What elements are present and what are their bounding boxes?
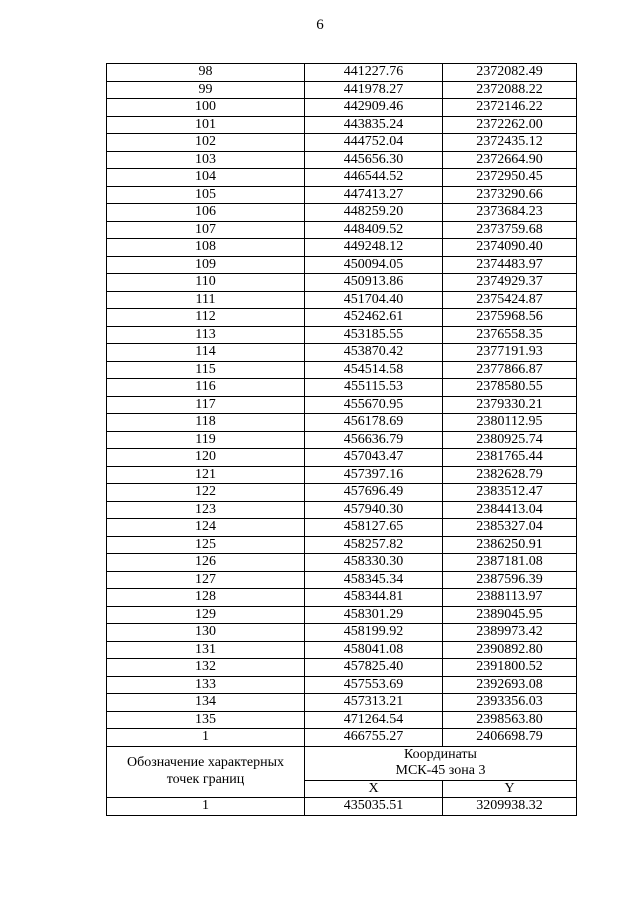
y-coordinate-cell: 2385327.04 (443, 519, 577, 537)
y-coordinate-cell: 2380925.74 (443, 431, 577, 449)
table-row (107, 396, 577, 414)
point-number-cell: 119 (107, 431, 305, 449)
y-coordinate-cell: 2374090.40 (443, 239, 577, 257)
x-coordinate-cell: 446544.52 (305, 169, 443, 187)
point-designation-header (107, 746, 305, 798)
point-number-cell: 122 (107, 484, 305, 502)
header-row (107, 746, 577, 780)
point-number-cell: 1 (107, 729, 305, 747)
point-number-cell: 98 (107, 64, 305, 82)
table-row (107, 624, 577, 642)
table-row (107, 449, 577, 467)
x-coordinate-cell: 448409.52 (305, 221, 443, 239)
x-column-header: X (305, 780, 443, 798)
table-row (107, 501, 577, 519)
point-number-cell: 118 (107, 414, 305, 432)
point-number-cell: 102 (107, 134, 305, 152)
x-coordinate-cell: 457553.69 (305, 676, 443, 694)
point-number-cell: 120 (107, 449, 305, 467)
table-row (107, 221, 577, 239)
table-row (107, 571, 577, 589)
y-coordinate-cell: 2388113.97 (443, 589, 577, 607)
point-number-cell: 134 (107, 694, 305, 712)
x-coordinate-cell: 453870.42 (305, 344, 443, 362)
y-coordinate-cell: 2374929.37 (443, 274, 577, 292)
x-coordinate-cell: 455670.95 (305, 396, 443, 414)
x-coordinate-cell: 458127.65 (305, 519, 443, 537)
x-coordinate-cell: 458041.08 (305, 641, 443, 659)
point-number-cell: 133 (107, 676, 305, 694)
x-coordinate-cell: 450913.86 (305, 274, 443, 292)
point-number-cell: 108 (107, 239, 305, 257)
x-coordinate-cell: 442909.46 (305, 99, 443, 117)
point-number-cell: 99 (107, 81, 305, 99)
table-row (107, 606, 577, 624)
point-number-cell: 127 (107, 571, 305, 589)
y-coordinate-cell: 2381765.44 (443, 449, 577, 467)
table-row (107, 536, 577, 554)
point-number-cell: 1 (107, 798, 305, 816)
x-coordinate-cell: 451704.40 (305, 291, 443, 309)
x-coordinate-cell: 457940.30 (305, 501, 443, 519)
x-coordinate-cell: 445656.30 (305, 151, 443, 169)
y-coordinate-cell: 2379330.21 (443, 396, 577, 414)
table-row (107, 361, 577, 379)
y-coordinate-cell: 2372664.90 (443, 151, 577, 169)
x-coordinate-cell: 458330.30 (305, 554, 443, 572)
point-number-cell: 115 (107, 361, 305, 379)
y-coordinate-cell: 2373759.68 (443, 221, 577, 239)
point-number-cell: 131 (107, 641, 305, 659)
x-coordinate-cell: 458345.34 (305, 571, 443, 589)
y-coordinate-cell: 2393356.03 (443, 694, 577, 712)
table-row (107, 239, 577, 257)
point-number-cell: 128 (107, 589, 305, 607)
page-number: 6 (316, 17, 324, 33)
y-coordinate-cell: 2382628.79 (443, 466, 577, 484)
point-number-cell: 101 (107, 116, 305, 134)
x-coordinate-cell: 457313.21 (305, 694, 443, 712)
x-coordinate-cell: 455115.53 (305, 379, 443, 397)
x-coordinate-cell: 435035.51 (305, 798, 443, 816)
x-coordinate-cell: 456178.69 (305, 414, 443, 432)
x-coordinate-cell: 457043.47 (305, 449, 443, 467)
table-row (107, 134, 577, 152)
coordinates-rows (107, 64, 577, 747)
x-coordinate-cell: 458199.92 (305, 624, 443, 642)
x-coordinate-cell: 447413.27 (305, 186, 443, 204)
point-number-cell: 132 (107, 659, 305, 677)
point-number-cell: 106 (107, 204, 305, 222)
y-coordinate-cell: 2398563.80 (443, 711, 577, 729)
table-row (107, 169, 577, 187)
y-coordinate-cell: 2372435.12 (443, 134, 577, 152)
table-row (107, 379, 577, 397)
y-coordinate-cell: 2392693.08 (443, 676, 577, 694)
point-number-cell: 117 (107, 396, 305, 414)
point-number-cell: 116 (107, 379, 305, 397)
point-designation-header-line2: точек границ (166, 771, 245, 787)
x-coordinate-cell: 457825.40 (305, 659, 443, 677)
table-row (107, 274, 577, 292)
table-row (107, 344, 577, 362)
coordinates-header-line1: Координаты (404, 746, 477, 762)
y-coordinate-cell: 2375968.56 (443, 309, 577, 327)
table-row (107, 484, 577, 502)
y-coordinate-cell: 2372146.22 (443, 99, 577, 117)
y-coordinate-cell: 2372088.22 (443, 81, 577, 99)
table-row (107, 431, 577, 449)
y-coordinate-cell: 2374483.97 (443, 256, 577, 274)
table-row (107, 554, 577, 572)
x-coordinate-cell: 449248.12 (305, 239, 443, 257)
x-coordinate-cell: 441227.76 (305, 64, 443, 82)
table-row (107, 186, 577, 204)
point-number-cell: 121 (107, 466, 305, 484)
y-coordinate-cell: 2377866.87 (443, 361, 577, 379)
y-column-header: Y (443, 780, 577, 798)
y-coordinate-cell: 2406698.79 (443, 729, 577, 747)
table-row (107, 659, 577, 677)
point-number-cell: 129 (107, 606, 305, 624)
x-coordinate-cell: 453185.55 (305, 326, 443, 344)
y-coordinate-cell: 2373290.66 (443, 186, 577, 204)
table-row (107, 676, 577, 694)
table-row (107, 519, 577, 537)
table-row (107, 204, 577, 222)
x-coordinate-cell: 466755.27 (305, 729, 443, 747)
table-row (107, 151, 577, 169)
x-coordinate-cell: 456636.79 (305, 431, 443, 449)
table-row (107, 641, 577, 659)
x-coordinate-cell: 458301.29 (305, 606, 443, 624)
y-coordinate-cell: 2383512.47 (443, 484, 577, 502)
point-number-cell: 126 (107, 554, 305, 572)
x-coordinate-cell: 441978.27 (305, 81, 443, 99)
y-coordinate-cell: 2377191.93 (443, 344, 577, 362)
x-coordinate-cell: 444752.04 (305, 134, 443, 152)
y-coordinate-cell: 2372262.00 (443, 116, 577, 134)
point-number-cell: 113 (107, 326, 305, 344)
x-coordinate-cell: 457696.49 (305, 484, 443, 502)
point-number-cell: 112 (107, 309, 305, 327)
y-coordinate-cell: 2387181.08 (443, 554, 577, 572)
y-coordinate-cell: 2384413.04 (443, 501, 577, 519)
coordinates-header (107, 746, 577, 815)
point-number-cell: 124 (107, 519, 305, 537)
y-coordinate-cell: 2386250.91 (443, 536, 577, 554)
x-coordinate-cell: 452462.61 (305, 309, 443, 327)
point-number-cell: 109 (107, 256, 305, 274)
x-coordinate-cell: 457397.16 (305, 466, 443, 484)
point-number-cell: 100 (107, 99, 305, 117)
y-coordinate-cell: 2372950.45 (443, 169, 577, 187)
y-coordinate-cell: 2391800.52 (443, 659, 577, 677)
y-coordinate-cell: 2372082.49 (443, 64, 577, 82)
y-coordinate-cell: 2380112.95 (443, 414, 577, 432)
table-row (107, 99, 577, 117)
point-number-cell: 110 (107, 274, 305, 292)
y-coordinate-cell: 2389973.42 (443, 624, 577, 642)
coordinates-header-cell (305, 746, 577, 780)
table-row (107, 729, 577, 747)
point-number-cell: 103 (107, 151, 305, 169)
y-coordinate-cell: 3209938.32 (443, 798, 577, 816)
table-row (107, 466, 577, 484)
y-coordinate-cell: 2378580.55 (443, 379, 577, 397)
table-row (107, 589, 577, 607)
point-number-cell: 125 (107, 536, 305, 554)
point-number-cell: 104 (107, 169, 305, 187)
x-coordinate-cell: 454514.58 (305, 361, 443, 379)
x-coordinate-cell: 448259.20 (305, 204, 443, 222)
table-row (107, 711, 577, 729)
y-coordinate-cell: 2390892.80 (443, 641, 577, 659)
table-row (107, 116, 577, 134)
point-number-cell: 111 (107, 291, 305, 309)
point-number-cell: 105 (107, 186, 305, 204)
y-coordinate-cell: 2389045.95 (443, 606, 577, 624)
table-row (107, 414, 577, 432)
table-row (107, 64, 577, 82)
table-row (107, 256, 577, 274)
point-number-cell: 130 (107, 624, 305, 642)
y-coordinate-cell: 2375424.87 (443, 291, 577, 309)
x-coordinate-cell: 458344.81 (305, 589, 443, 607)
y-coordinate-cell: 2387596.39 (443, 571, 577, 589)
table-row (107, 291, 577, 309)
table-row (107, 798, 577, 816)
x-coordinate-cell: 458257.82 (305, 536, 443, 554)
table-row (107, 326, 577, 344)
y-coordinate-cell: 2373684.23 (443, 204, 577, 222)
point-number-cell: 107 (107, 221, 305, 239)
y-coordinate-cell: 2376558.35 (443, 326, 577, 344)
point-number-cell: 114 (107, 344, 305, 362)
coordinates-table (106, 63, 577, 816)
x-coordinate-cell: 443835.24 (305, 116, 443, 134)
table-row (107, 694, 577, 712)
table-row (107, 81, 577, 99)
x-coordinate-cell: 471264.54 (305, 711, 443, 729)
x-coordinate-cell: 450094.05 (305, 256, 443, 274)
point-number-cell: 135 (107, 711, 305, 729)
coordinates-system-label: МСК-45 зона 3 (395, 763, 486, 778)
point-designation-header-line1: Обозначение характерных (127, 755, 284, 771)
point-number-cell: 123 (107, 501, 305, 519)
table-row (107, 309, 577, 327)
